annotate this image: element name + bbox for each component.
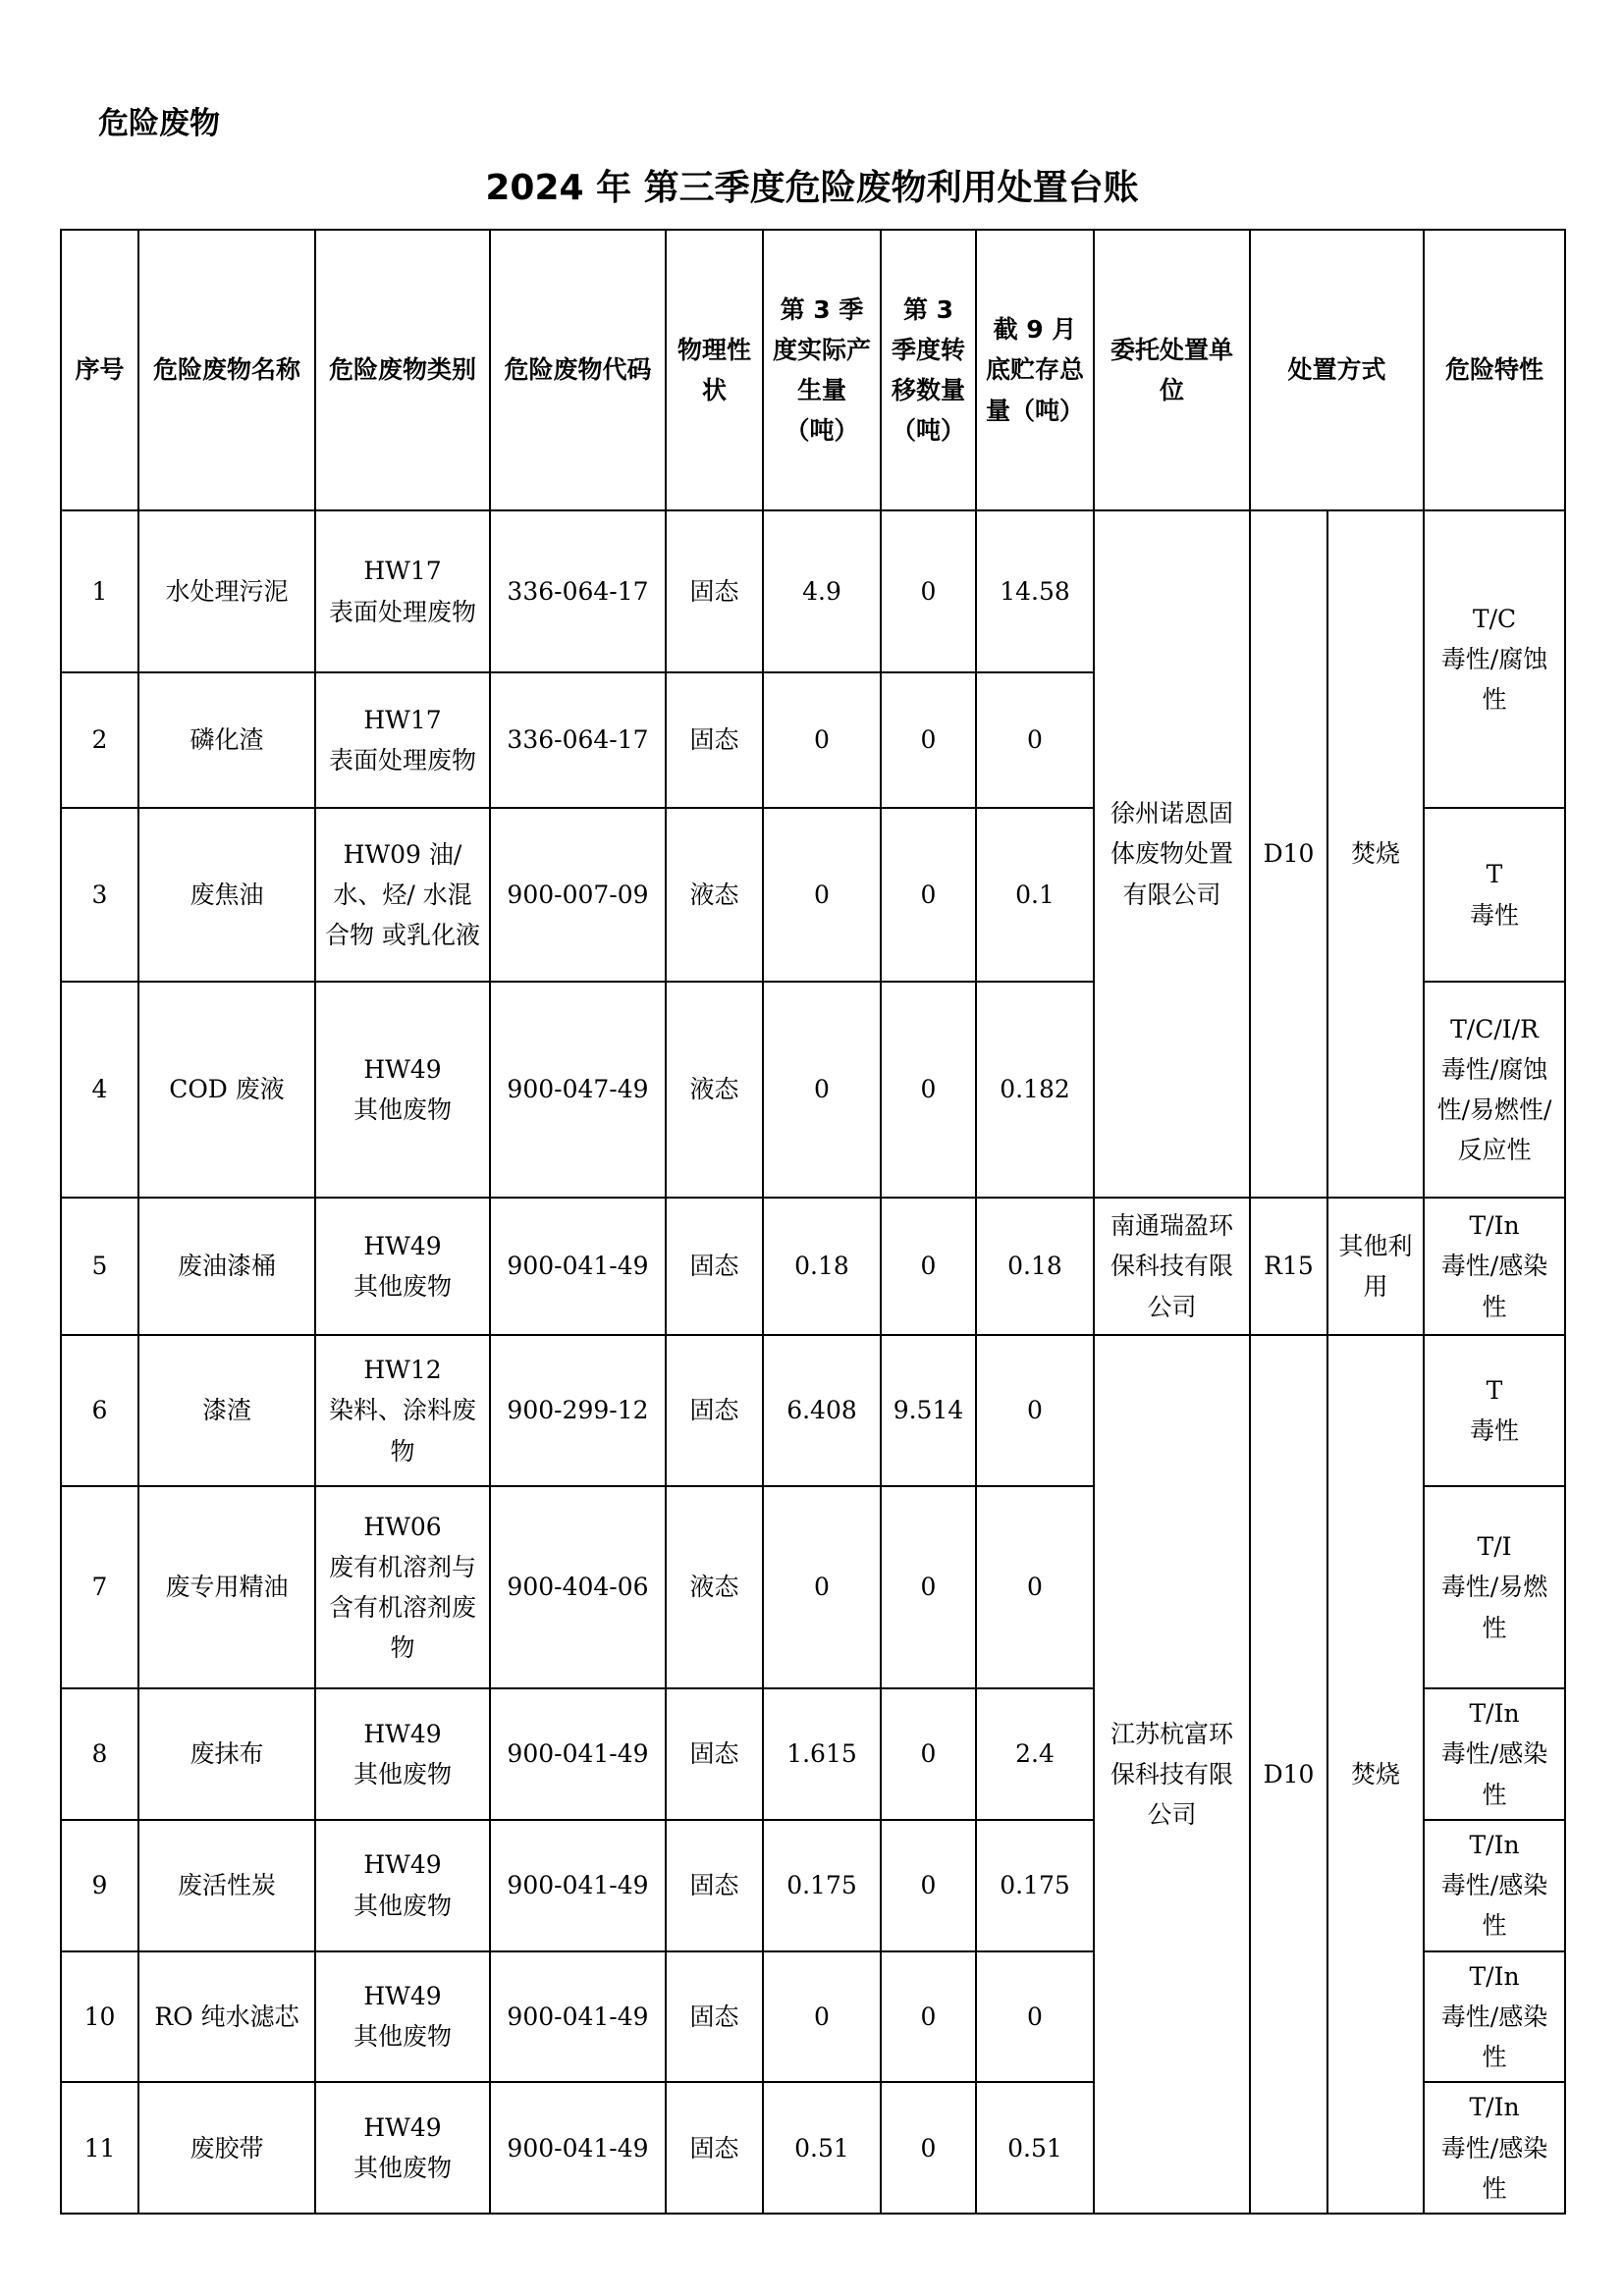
cell-transferred: 0 [881,1198,976,1335]
cell-category [315,1951,490,2083]
category-line: HW17 [363,705,442,734]
cell-name: RO 纯水滤芯 [138,1951,315,2083]
cell-hazard [1424,808,1565,982]
category-line: 其他废物 [352,1891,452,1920]
hazard-description: 毒性/腐蚀性/易燃性/反应性 [1436,1054,1552,1165]
cell-produced: 0 [763,982,881,1198]
cell-hazard [1424,1335,1565,1486]
cell-seq: 6 [61,1335,138,1486]
category-line: 其他废物 [352,2154,452,2183]
cell-code: 900-299-12 [490,1335,666,1486]
hazard-code: T/I [1477,1532,1512,1562]
cell-produced: 0.18 [763,1198,881,1335]
hazard-description: 毒性/感染性 [1440,1252,1548,1321]
table-row [61,510,1565,672]
category-line: HW17 [363,557,442,586]
cell-seq: 4 [61,982,138,1198]
cell-category [315,2082,490,2214]
cell-disposal-code: R15 [1250,1198,1327,1335]
category-line: 其他废物 [352,1095,452,1124]
cell-disposal-method: 其他利用 [1327,1198,1424,1335]
header-category: 危险废物类别 [315,230,490,510]
document-label: 危险废物 [98,106,220,141]
cell-seq: 1 [61,510,138,672]
header-produced: 第 3 季度实际产生量（吨） [763,230,881,510]
cell-transferred: 0 [881,1486,976,1688]
cell-seq: 2 [61,672,138,808]
header-code: 危险废物代码 [490,230,666,510]
hazard-description: 毒性 [1470,1416,1520,1445]
cell-code: 336-064-17 [490,672,666,808]
cell-code: 336-064-17 [490,510,666,672]
cell-disposal-code: D10 [1250,1335,1327,2214]
category-line: 其他废物 [352,2022,452,2052]
cell-disposal-code: D10 [1250,510,1327,1198]
cell-category [315,510,490,672]
hazardous-waste-ledger-table [60,229,1566,2215]
category-line: HW06 [363,1512,442,1541]
hazard-code: T/In [1469,1699,1520,1728]
cell-seq: 7 [61,1486,138,1688]
cell-seq: 10 [61,1951,138,2083]
cell-stock: 0.18 [976,1198,1094,1335]
hazard-description: 毒性/易燃性 [1440,1573,1548,1642]
cell-state: 液态 [666,1486,763,1688]
cell-disposal-unit: 江苏杭富环保科技有限公司 [1094,1335,1250,2214]
cell-transferred: 0 [881,808,976,982]
cell-state: 液态 [666,982,763,1198]
hazard-code: T/In [1469,1961,1520,1991]
cell-hazard [1424,2082,1565,2214]
hazard-code: T/C/I/R [1450,1014,1539,1043]
category-line: HW49 [363,1231,442,1260]
cell-name: 废油漆桶 [138,1198,315,1335]
cell-code: 900-041-49 [490,1198,666,1335]
cell-produced: 4.9 [763,510,881,672]
header-method: 处置方式 [1250,230,1424,510]
cell-state: 固态 [666,1198,763,1335]
cell-name: 磷化渣 [138,672,315,808]
cell-code: 900-404-06 [490,1486,666,1688]
cell-produced: 6.408 [763,1335,881,1486]
cell-code: 900-041-49 [490,2082,666,2214]
cell-stock: 0 [976,1951,1094,2083]
cell-name: 废抹布 [138,1688,315,1820]
hazard-description: 毒性/感染性 [1440,1739,1548,1809]
cell-produced: 1.615 [763,1688,881,1820]
table-row [61,1198,1565,1335]
cell-state: 固态 [666,510,763,672]
cell-category [315,1335,490,1486]
category-line: 表面处理废物 [328,746,476,774]
cell-code: 900-007-09 [490,808,666,982]
cell-category [315,1198,490,1335]
cell-category [315,1820,490,1951]
cell-seq: 5 [61,1198,138,1335]
cell-state: 固态 [666,1951,763,2083]
hazard-code: T/C [1472,604,1517,633]
cell-stock: 2.4 [976,1688,1094,1820]
cell-hazard [1424,1951,1565,2083]
cell-hazard [1424,1820,1565,1951]
cell-state: 固态 [666,1688,763,1820]
cell-seq: 3 [61,808,138,982]
cell-transferred: 0 [881,1820,976,1951]
page-title: 2024 年 第三季度危险废物利用处置台账 [485,168,1139,208]
hazard-description: 毒性/感染性 [1440,1871,1548,1941]
cell-stock: 0.1 [976,808,1094,982]
cell-state: 固态 [666,1335,763,1486]
cell-hazard [1424,1688,1565,1820]
cell-stock: 14.58 [976,510,1094,672]
cell-code: 900-041-49 [490,1820,666,1951]
category-line: 染料、涂料废物 [328,1396,476,1466]
cell-category [315,672,490,808]
cell-disposal-unit: 徐州诺恩固体废物处置有限公司 [1094,510,1250,1198]
hazard-description: 毒性/感染性 [1440,2002,1548,2071]
cell-stock: 0 [976,1335,1094,1486]
header-seq: 序号 [61,230,138,510]
cell-stock: 0 [976,672,1094,808]
hazard-code: T/In [1469,1830,1520,1859]
cell-name: 废胶带 [138,2082,315,2214]
cell-stock: 0 [976,1486,1094,1688]
category-line: HW49 [363,1054,442,1084]
category-line: HW49 [363,1982,442,2011]
cell-transferred: 0 [881,2082,976,2214]
cell-category [315,808,490,982]
category-line: 其他废物 [352,1759,452,1789]
cell-stock: 0.182 [976,982,1094,1198]
cell-produced: 0 [763,1951,881,2083]
cell-transferred: 0 [881,982,976,1198]
hazard-code: T/In [1469,2093,1520,2122]
cell-name: 漆渣 [138,1335,315,1486]
cell-state: 液态 [666,808,763,982]
hazard-description: 毒性 [1470,900,1520,930]
header-name: 危险废物名称 [138,230,315,510]
header-unit: 委托处置单位 [1094,230,1250,510]
cell-hazard [1424,1198,1565,1335]
cell-category [315,1688,490,1820]
cell-state: 固态 [666,2082,763,2214]
cell-name: COD 废液 [138,982,315,1198]
hazard-description: 毒性/感染性 [1440,2133,1548,2203]
cell-transferred: 0 [881,1688,976,1820]
cell-seq: 11 [61,2082,138,2214]
header-state: 物理性状 [666,230,763,510]
cell-name: 废活性炭 [138,1820,315,1951]
cell-seq: 8 [61,1688,138,1820]
category-line: 表面处理废物 [328,597,476,626]
cell-stock: 0.51 [976,2082,1094,2214]
cell-seq: 9 [61,1820,138,1951]
ledger-body [61,510,1565,2214]
category-line: HW12 [363,1356,442,1385]
cell-state: 固态 [666,1820,763,1951]
header-row [61,230,1565,510]
cell-code: 900-041-49 [490,1688,666,1820]
header-hazard: 危险特性 [1424,230,1565,510]
cell-disposal-method: 焚烧 [1327,510,1424,1198]
cell-state: 固态 [666,672,763,808]
category-line: HW49 [363,2112,442,2142]
header-stock: 截 9 月底贮存总量（吨） [976,230,1094,510]
category-line: HW09 油/水、烃/ 水混合物 或乳化液 [325,839,480,950]
cell-stock: 0.175 [976,1820,1094,1951]
cell-produced: 0 [763,672,881,808]
cell-name: 废焦油 [138,808,315,982]
cell-name: 水处理污泥 [138,510,315,672]
category-line: 废有机溶剂与含有机溶剂废物 [328,1552,476,1663]
cell-category [315,1486,490,1688]
cell-transferred: 0 [881,1951,976,2083]
hazard-code: T/In [1469,1211,1520,1241]
header-transferred: 第 3 季度转移数量（吨） [881,230,976,510]
cell-hazard [1424,982,1565,1198]
hazard-description: 毒性/腐蚀性 [1440,644,1548,715]
cell-category [315,982,490,1198]
table-row [61,1335,1565,1486]
cell-produced: 0 [763,1486,881,1688]
cell-produced: 0 [763,808,881,982]
cell-transferred: 0 [881,510,976,672]
category-line: HW49 [363,1719,442,1748]
category-line: 其他废物 [352,1272,452,1301]
cell-hazard [1424,1486,1565,1688]
cell-hazard [1424,510,1565,808]
cell-produced: 0.51 [763,2082,881,2214]
cell-transferred: 0 [881,672,976,808]
cell-disposal-method: 焚烧 [1327,1335,1424,2214]
cell-disposal-unit: 南通瑞盈环保科技有限公司 [1094,1198,1250,1335]
cell-code: 900-041-49 [490,1951,666,2083]
cell-produced: 0.175 [763,1820,881,1951]
cell-code: 900-047-49 [490,982,666,1198]
hazard-code: T [1486,860,1503,889]
cell-transferred: 9.514 [881,1335,976,1486]
cell-name: 废专用精油 [138,1486,315,1688]
hazard-code: T [1486,1375,1503,1405]
category-line: HW49 [363,1850,442,1880]
